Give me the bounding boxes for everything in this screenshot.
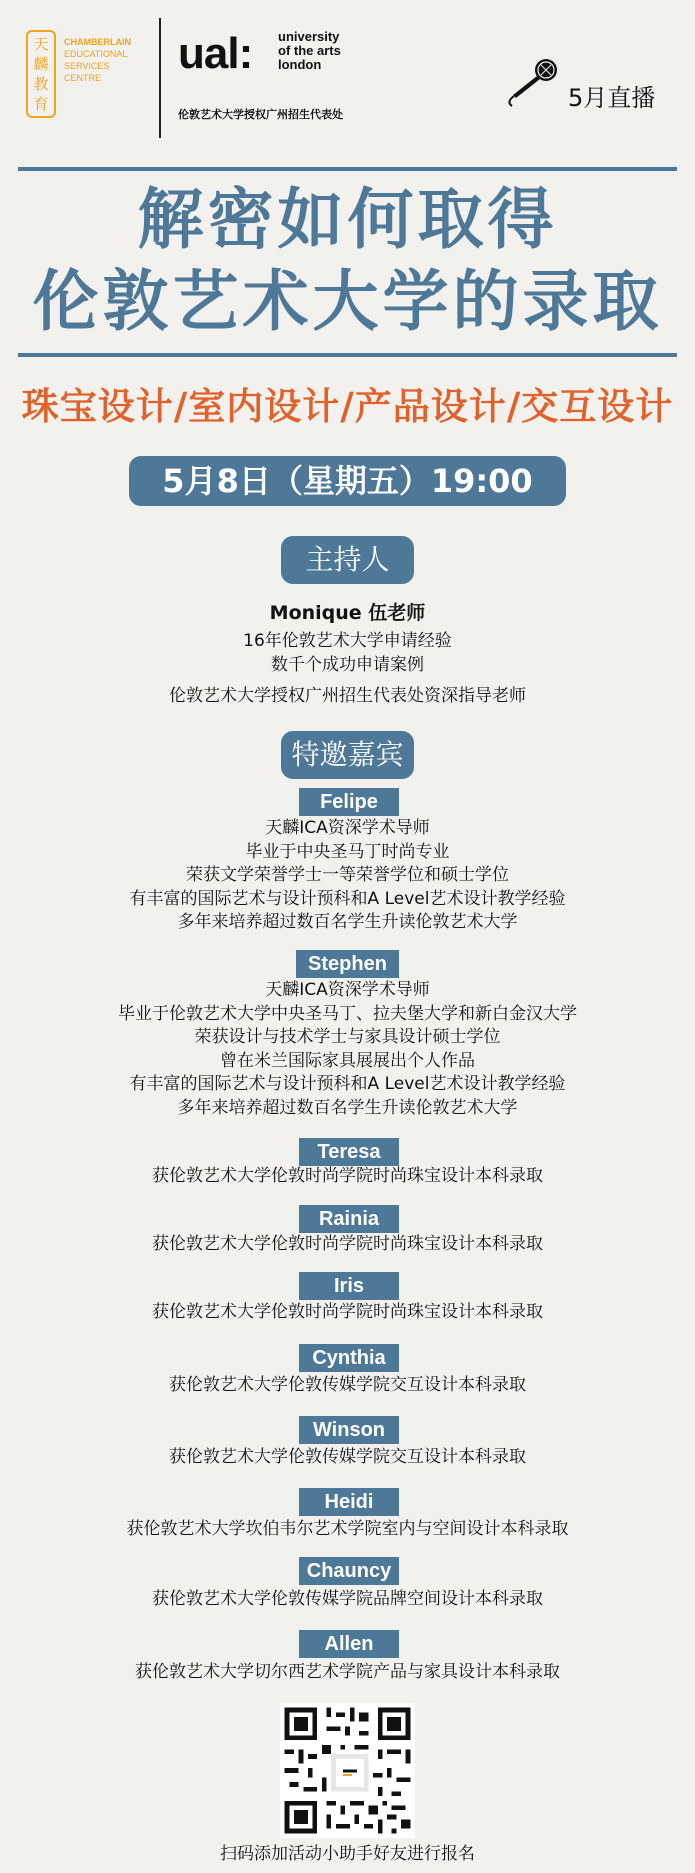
- title-line-2: 伦敦艺术大学的录取: [32, 263, 663, 340]
- guest-line: 获伦敦艺术大学伦敦时尚学院时尚珠宝设计本科录取: [152, 1302, 543, 1322]
- date-banner: 5月8日（星期五）19:00: [129, 456, 566, 506]
- guest-line: 荣获设计与技术学士与家具设计硕士学位: [194, 1027, 501, 1047]
- guest-line: 获伦敦艺术大学伦敦传媒学院品牌空间设计本科录取: [152, 1589, 543, 1609]
- cham-line: CHAMBERLAIN: [64, 37, 131, 47]
- guest-line: 获伦敦艺术大学切尔西艺术学院产品与家具设计本科录取: [135, 1662, 560, 1682]
- chamberlain-name: [64, 36, 159, 84]
- cham-line: EDUCATIONAL: [64, 49, 128, 59]
- scan-instruction: 扫码添加活动小助手好友进行报名: [220, 1844, 475, 1864]
- guest-line: 有丰富的国际艺术与设计预科和A Level艺术设计教学经验: [129, 889, 566, 909]
- title-rule: [18, 353, 677, 357]
- guest-line: 曾在米兰国际家具展展出个人作品: [220, 1051, 475, 1071]
- host-line: 伦敦艺术大学授权广州招生代表处资深指导老师: [169, 686, 526, 706]
- guest-name-tag: Chauncy: [299, 1557, 399, 1585]
- guest-name-tag: Heidi: [299, 1488, 399, 1516]
- guest-line: 天麟ICA资深学术导师: [265, 980, 430, 1000]
- guest-line: 获伦敦艺术大学伦敦时尚学院时尚珠宝设计本科录取: [152, 1234, 543, 1254]
- header-divider: [159, 18, 161, 138]
- ual-rep-office: 伦敦艺术大学授权广州招生代表处: [178, 108, 343, 121]
- guest-line: 毕业于伦敦艺术大学中央圣马丁、拉夫堡大学和新白金汉大学: [118, 1004, 577, 1024]
- guest-line: 多年来培养超过数百名学生升读伦敦艺术大学: [177, 1098, 518, 1118]
- logo-char: 教: [33, 75, 49, 93]
- ual-line: of the arts: [278, 43, 341, 58]
- guest-line: 获伦敦艺术大学坎伯韦尔艺术学院室内与空间设计本科录取: [126, 1519, 569, 1539]
- guest-line: 天麟ICA资深学术导师: [265, 818, 430, 838]
- guest-name-tag: Allen: [299, 1630, 399, 1658]
- ual-logo: ual:: [178, 29, 253, 78]
- guest-name-tag: Cynthia: [299, 1344, 399, 1372]
- title-line-1: 解密如何取得: [137, 181, 558, 258]
- host-line: 16年伦敦艺术大学申请经验: [243, 631, 452, 651]
- qr-code-icon[interactable]: [280, 1703, 415, 1838]
- guest-line: 获伦敦艺术大学伦敦时尚学院时尚珠宝设计本科录取: [152, 1166, 543, 1186]
- guest-name-tag: Rainia: [299, 1205, 399, 1233]
- guest-line: 有丰富的国际艺术与设计预科和A Level艺术设计教学经验: [129, 1074, 566, 1094]
- guest-section-label: 特邀嘉宾: [281, 731, 414, 779]
- cham-line: CENTRE: [64, 73, 102, 83]
- host-line: 数千个成功申请案例: [271, 655, 424, 675]
- live-label: 5月直播: [568, 84, 656, 112]
- logo-char: 育: [33, 95, 49, 113]
- guest-name-tag: Stephen: [296, 950, 399, 978]
- guest-name-tag: Teresa: [299, 1138, 399, 1166]
- guest-name-tag: Winson: [299, 1416, 399, 1444]
- logo-char: 麟: [33, 55, 49, 73]
- guest-line: 获伦敦艺术大学伦敦传媒学院交互设计本科录取: [169, 1447, 526, 1467]
- host-name: Monique 伍老师: [269, 602, 426, 624]
- subject-list: 珠宝设计/室内设计/产品设计/交互设计: [21, 385, 674, 428]
- ual-line: university: [278, 29, 340, 44]
- ual-line: london: [278, 57, 322, 72]
- guest-name-tag: Iris: [299, 1272, 399, 1300]
- microphone-icon: [504, 56, 560, 108]
- cham-line: SERVICES: [64, 61, 110, 71]
- top-rule: [18, 167, 677, 171]
- logo-char: 天: [33, 35, 49, 53]
- guest-line: 荣获文学荣誉学士一等荣誉学位和硕士学位: [186, 865, 509, 885]
- chamberlain-logo: [26, 30, 56, 118]
- guest-line: 多年来培养超过数百名学生升读伦敦艺术大学: [177, 912, 518, 932]
- ual-name: [278, 30, 388, 72]
- guest-line: 毕业于中央圣马丁时尚专业: [245, 842, 450, 862]
- guest-line: 获伦敦艺术大学伦敦传媒学院交互设计本科录取: [169, 1375, 526, 1395]
- guest-name-tag: Felipe: [299, 788, 399, 816]
- host-section-label: 主持人: [281, 536, 414, 584]
- header: [0, 0, 695, 160]
